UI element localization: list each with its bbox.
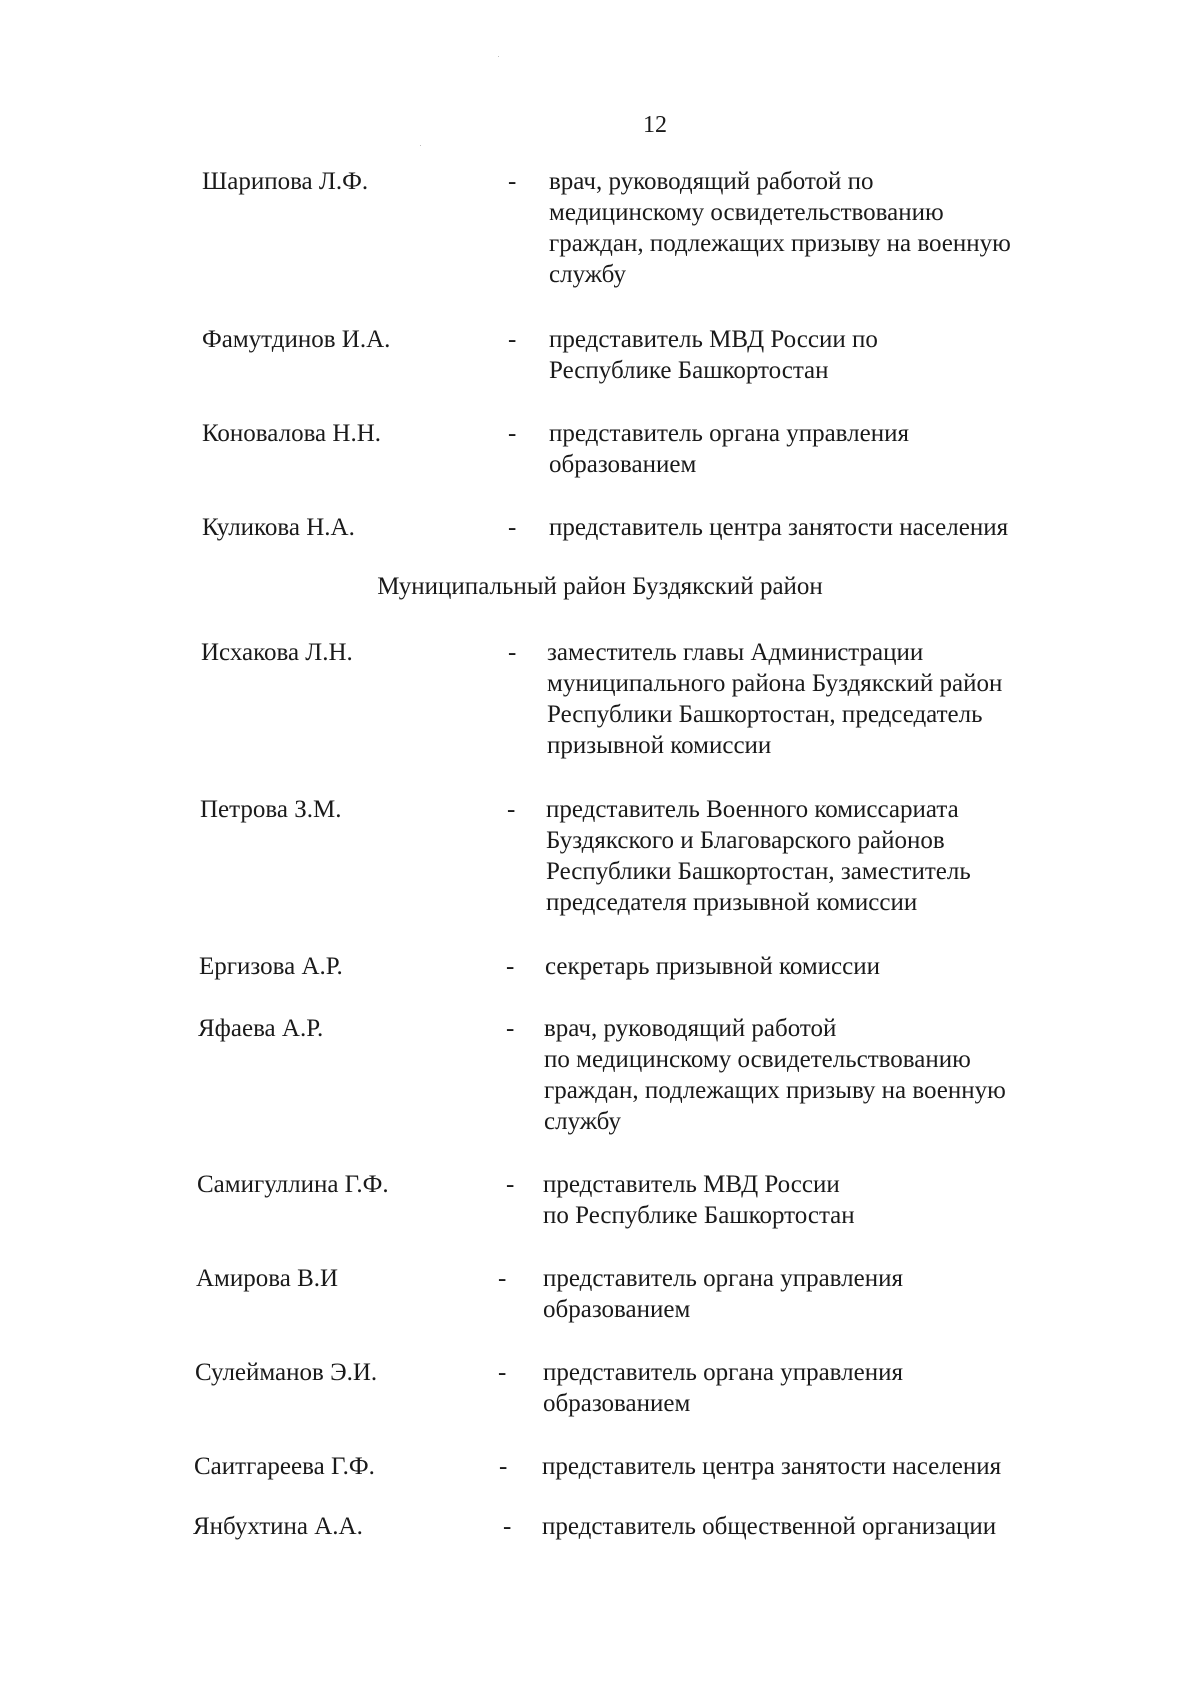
separator-dash: - [506,1171,515,1198]
member-role: представитель центра занятости населения [542,1453,1002,1480]
member-name: Янбухтина А.А. [193,1513,363,1540]
separator-dash: - [499,1453,508,1480]
separator-dash: - [506,1015,515,1042]
member-name: Амирова В.И [196,1265,339,1292]
member-name: Коновалова Н.Н. [202,420,382,447]
member-role: врач, руководящий работой по медицинскому освидетельствованию граждан, подлежащих призыву на военную службу [544,1015,1006,1135]
member-role: представитель Военного комиссариата Буздякского и Благоварского районов Республики Башкортостан, заместитель председателя призывной комиссии [546,796,971,916]
member-role: представитель МВД России по Республике Башкортостан [549,326,878,384]
member-name: Шарипова Л.Ф. [202,168,369,195]
member-name: Фамутдинов И.А. [202,326,391,353]
separator-dash: - [508,420,517,447]
member-role: представитель органа управления образованием [549,420,909,478]
separator-dash: - [507,796,516,823]
member-name: Ергизова А.Р. [199,953,343,980]
member-role: представитель центра занятости населения [549,514,1009,541]
member-name: Самигуллина Г.Ф. [197,1171,389,1198]
scan-speck [498,56,499,57]
member-name: Яфаева А.Р. [198,1015,324,1042]
member-role: представитель органа управления образованием [543,1265,903,1323]
member-name: Куликова Н.А. [202,514,355,541]
separator-dash: - [498,1359,507,1386]
member-name: Сулейманов Э.И. [195,1359,378,1386]
member-role: врач, руководящий работой по медицинскому освидетельствованию граждан, подлежащих призыву на военную службу [549,168,1011,288]
member-role: представитель общественной организации [542,1513,997,1540]
separator-dash: - [508,639,517,666]
separator-dash: - [508,326,517,353]
member-name: Петрова З.М. [200,796,342,823]
section-heading: Муниципальный район Буздякский район [377,573,823,600]
separator-dash: - [508,514,517,541]
separator-dash: - [508,168,517,195]
member-name: Исхакова Л.Н. [201,639,353,666]
scan-speck [420,145,421,146]
member-role: секретарь призывной комиссии [545,953,881,980]
separator-dash: - [498,1265,507,1292]
separator-dash: - [503,1513,512,1540]
member-role: представитель МВД России по Республике Башкортостан [543,1171,855,1229]
member-role: представитель органа управления образованием [543,1359,903,1417]
member-role: заместитель главы Администрации муниципального района Буздякский район Республики Башкортостан, председатель призывной комиссии [547,639,1003,759]
member-name: Саитгареева Г.Ф. [194,1453,375,1480]
separator-dash: - [506,953,515,980]
page-number: 12 [643,112,667,138]
